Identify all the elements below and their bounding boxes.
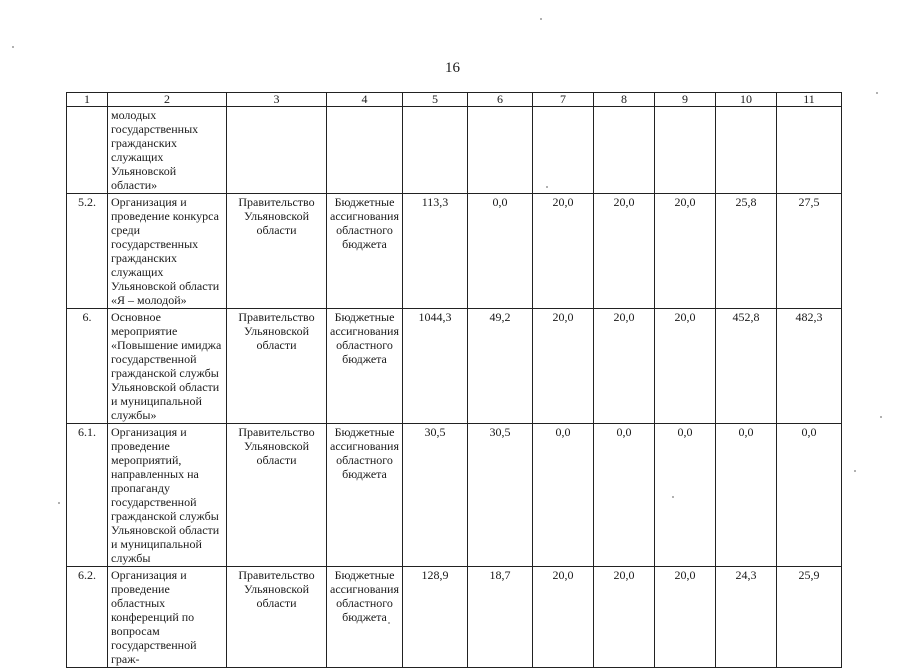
value-cell — [403, 107, 468, 194]
value-cell: 49,2 — [468, 309, 533, 424]
funding-source: Бюджетные ассигнования областного бюджета — [327, 194, 403, 309]
column-header: 4 — [327, 93, 403, 107]
table-row — [67, 107, 842, 194]
scan-speck — [546, 186, 548, 188]
value-cell — [777, 107, 842, 194]
scan-speck — [880, 416, 882, 418]
measure-name: молодых государственных гражданских служащих Ульяновской области» — [108, 107, 227, 194]
value-cell: 0,0 — [468, 194, 533, 309]
row-number: 6.1. — [67, 424, 108, 567]
executor: Правительство Ульяновской области — [227, 194, 327, 309]
value-cell — [468, 107, 533, 194]
value-cell: 0,0 — [594, 424, 655, 567]
value-cell: 113,3 — [403, 194, 468, 309]
column-header: 6 — [468, 93, 533, 107]
column-header: 8 — [594, 93, 655, 107]
value-cell: 25,8 — [716, 194, 777, 309]
funding-source: Бюджетные ассигнования областного бюджета — [327, 567, 403, 668]
scan-speck — [58, 502, 60, 504]
value-cell: 18,7 — [468, 567, 533, 668]
column-header: 11 — [777, 93, 842, 107]
measure-name: Организация и проведение мероприятий, направленных на пропаганду государственной гражданской службы Ульяновской области и муниципальной службы — [108, 424, 227, 567]
funding-source: Бюджетные ассигнования областного бюджета — [327, 424, 403, 567]
value-cell: 1044,3 — [403, 309, 468, 424]
value-cell: 20,0 — [655, 567, 716, 668]
executor: Правительство Ульяновской области — [227, 424, 327, 567]
header-row — [67, 93, 842, 107]
value-cell: 20,0 — [594, 309, 655, 424]
value-cell: 25,9 — [777, 567, 842, 668]
scan-speck — [388, 622, 390, 624]
column-header: 10 — [716, 93, 777, 107]
measure-name: Основное мероприятие «Повышение имиджа государственной гражданской службы Ульяновской области и муниципальной службы» — [108, 309, 227, 424]
value-cell: 0,0 — [655, 424, 716, 567]
value-cell: 20,0 — [594, 567, 655, 668]
row-number: 5.2. — [67, 194, 108, 309]
table-row — [67, 567, 842, 668]
value-cell: 27,5 — [777, 194, 842, 309]
scan-speck — [12, 46, 14, 48]
page-number: 16 — [445, 60, 460, 76]
value-cell: 24,3 — [716, 567, 777, 668]
value-cell: 0,0 — [716, 424, 777, 567]
budget-table — [66, 92, 842, 668]
measure-name: Организация и проведение областных конференций по вопросам государственной граж- — [108, 567, 227, 668]
value-cell: 482,3 — [777, 309, 842, 424]
column-header: 2 — [108, 93, 227, 107]
value-cell: 20,0 — [533, 309, 594, 424]
value-cell: 0,0 — [533, 424, 594, 567]
table-row — [67, 424, 842, 567]
row-number: 6. — [67, 309, 108, 424]
table-row — [67, 194, 842, 309]
executor: Правительство Ульяновской области — [227, 309, 327, 424]
value-cell — [655, 107, 716, 194]
value-cell: 30,5 — [403, 424, 468, 567]
column-header: 5 — [403, 93, 468, 107]
row-number — [67, 107, 108, 194]
value-cell: 20,0 — [533, 567, 594, 668]
column-header: 7 — [533, 93, 594, 107]
scan-speck — [540, 18, 542, 20]
column-header: 1 — [67, 93, 108, 107]
scan-speck — [876, 92, 878, 94]
value-cell — [594, 107, 655, 194]
scan-speck — [854, 470, 856, 472]
value-cell: 452,8 — [716, 309, 777, 424]
executor: Правительство Ульяновской области — [227, 567, 327, 668]
value-cell: 0,0 — [777, 424, 842, 567]
column-header: 9 — [655, 93, 716, 107]
funding-source — [327, 107, 403, 194]
value-cell — [716, 107, 777, 194]
executor — [227, 107, 327, 194]
value-cell: 20,0 — [655, 309, 716, 424]
table-row — [67, 309, 842, 424]
value-cell: 30,5 — [468, 424, 533, 567]
column-header: 3 — [227, 93, 327, 107]
value-cell: 128,9 — [403, 567, 468, 668]
row-number: 6.2. — [67, 567, 108, 668]
value-cell: 20,0 — [655, 194, 716, 309]
value-cell: 20,0 — [594, 194, 655, 309]
measure-name: Организация и проведение конкурса среди государственных гражданских служащих Ульяновской области «Я – молодой» — [108, 194, 227, 309]
value-cell — [533, 107, 594, 194]
scan-speck — [672, 496, 674, 498]
funding-source: Бюджетные ассигнования областного бюджета — [327, 309, 403, 424]
value-cell: 20,0 — [533, 194, 594, 309]
